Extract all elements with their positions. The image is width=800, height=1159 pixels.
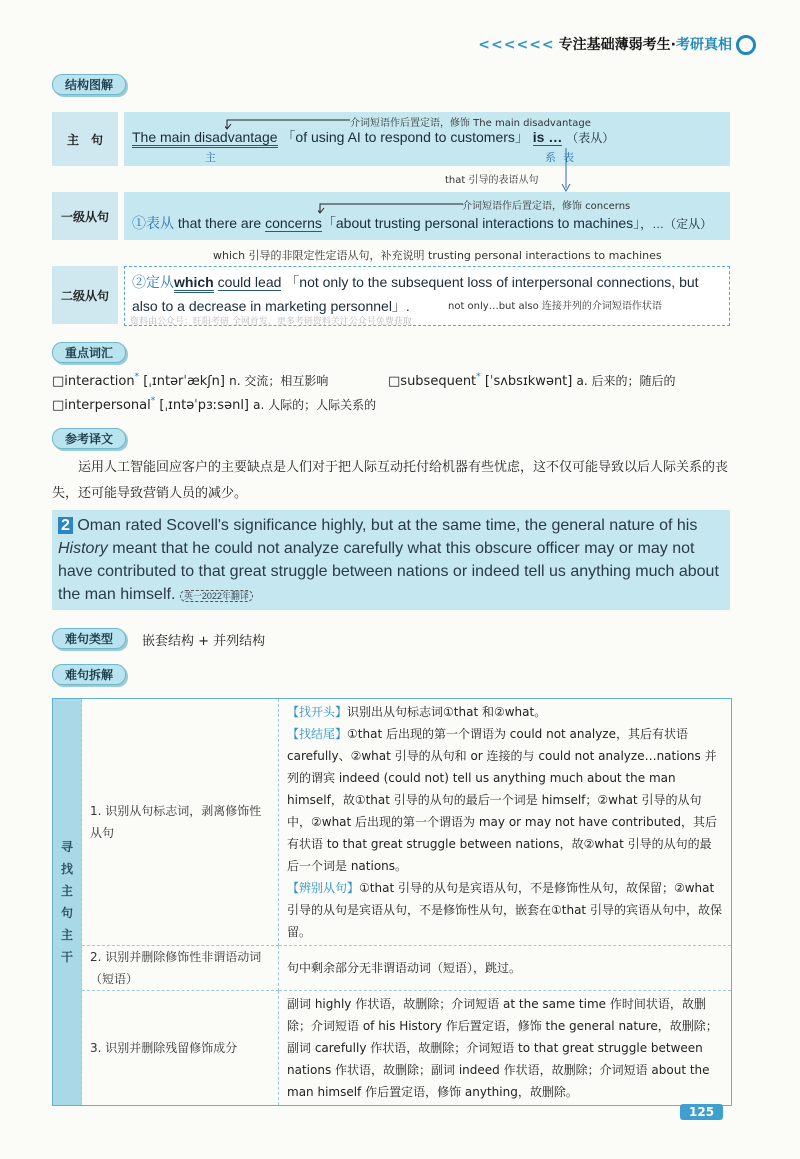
sentence-number: 2 [58,517,73,534]
structure-tag: 结构图解 [52,74,126,95]
keyword: 【找开头】 [287,705,348,719]
vocab-item [52,396,376,413]
source-badge: 英一2022年翻译 [180,590,253,602]
sentence-part2: meant that he could not analyze carefully what this obscure officer may or may not have contributed to that great struggle between nations or indeed tell us anything much about the man himself. [58,540,719,603]
level1-top-note: 介词短语作后置定语，修饰 concerns [462,201,631,212]
side-label-text: 寻找主句主干 [60,840,73,964]
checkbox-icon: □ [52,374,65,389]
step-1: 1. 识别从句标志词，剥离修饰性从句 [82,699,279,946]
keyword: 【辨别从句】 [287,881,360,895]
page-header [478,34,756,55]
level1-label: 一级从句 [52,192,118,240]
table-row [53,946,732,991]
main-clause-bottom-note: that 引导的表语从句 [445,175,539,186]
step-3: 3. 识别并删除残留修饰成分 [82,991,279,1106]
vocab-def: a. 后来的；随后的 [576,374,676,388]
vocab-ipa: [ˈsʌbsɪkwənt] [484,374,573,389]
star-icon: * [134,372,140,382]
step-1-detail [279,699,732,946]
keyword: 【找结尾】 [287,727,348,741]
sentence-2 [52,510,730,610]
mark-subject: 主 [205,151,216,164]
detail-text: ①that 引导的从句是宾语从句，不是修饰性从句，故保留；②what 引导的从句是宾语从句，不是修饰性从句，嵌套在①that 引导的宾语从句中，故保留。 [287,881,722,939]
vocab-ipa: [ˌɪntəˈpɜːsənl] [159,398,249,413]
vocab-word: subsequent [400,374,477,389]
main-phrase: 「of using AI to respond to customers」 [281,129,529,145]
page-number: 125 [680,1104,723,1120]
difficulty-tag: 难句类型 [52,628,126,649]
level2-tag: ②定从 [132,274,174,290]
vocab-def: a. 人际的；人际关系的 [253,398,377,412]
translation-text: 运用人工智能回应客户的主要缺点是人们对于把人际互动托付给机器有些忧虑，这不仅可能导致以后人际关系的丧失，还可能导致营销人员的减少。 [52,460,729,501]
main-clause-label: 主 句 [52,112,118,166]
arrow-down-icon [560,148,572,193]
level2-could-lead: could lead [217,274,282,290]
level2-note: not only…but also 连接并列的介词短语作状语 [448,301,662,312]
vocab-ipa: [ˌɪntərˈækʃn] [143,374,225,389]
side-label [53,699,82,1106]
level1-text: that there are [177,215,262,231]
detail-text: ①that 后出现的第一个谓语为 could not analyze，其后有状语 carefully、②what 引导的从句和 or 连接的与 could not analyze…nations 并列的谓宾 indeed (could not) tell us anything much about the man himself，故①that 引导的从句的最后一个词是 himself；②what 引导的从句中，②what 后出现的第一个谓语为 may or may not have contributed，其后有状语 to that great struggle between nations，故②what 引导的从句的最后一个词是 nations。 [287,727,718,873]
level2-text2: also to a decrease in marketing personnel」. [132,298,410,314]
header-dot: · [670,37,676,53]
header-text: 专注基础薄弱考生 [558,37,671,53]
checkbox-icon: □ [52,398,65,413]
level1-tail: ，…（定从） [640,217,713,231]
level1-concerns: concerns [265,215,322,231]
translation-tag: 参考译文 [52,428,126,449]
sentence-part1: Oman rated Scovell's significance highly, but at the same time, the general nature of his [77,517,698,534]
watermark: 资料由公众号：旺阳考研 全网首发，更多考研资料关注公众号免费获取 [130,317,412,327]
table-row [53,699,732,946]
vocab-tag: 重点词汇 [52,342,126,363]
table-row [53,991,732,1106]
level1-sentence [132,213,712,233]
level2-which: which [174,274,214,293]
search-icon [736,35,756,55]
subject: The main disadvantage [132,129,278,148]
step-2-detail: 句中剩余部分无非谓语动词（短语），跳过。 [279,946,732,991]
header-accent: 考研真相 [676,37,732,53]
step-3-detail: 副词 highly 作状语，故删除；介词短语 at the same time 作时间状语，故删除；介词短语 of his History 作后置定语，修饰 the general nature，故删除；副词 carefully 作状语，故删除；介词短语 to that great struggle between nations 作状语，故删除；副词 indeed 作状语，故删除；介词短语 about the man himself 作后置定语，修饰 anything，故删除。 [279,991,732,1106]
chevrons-icon: <<<<<< [478,37,555,53]
main-verb: is … [532,129,563,145]
star-icon: * [150,396,156,406]
level2-label: 二级从句 [52,266,118,324]
vocab-item [388,372,675,389]
step-2: 2. 识别并删除修饰性非谓语动词（短语） [82,946,279,991]
vocab-item [52,372,328,389]
breakdown-table [52,698,732,1106]
sentence-history: History [58,540,108,557]
level1-tag: ①表从 [132,215,174,231]
mark-verb: 系 [545,151,556,164]
vocab-word: interpersonal [64,398,151,413]
level2-line1 [132,272,699,292]
main-clause-sentence [132,127,614,147]
detail-text: 识别出从句标志词①that 和②what。 [347,705,547,719]
main-clause-top-note: 介词短语作后置定语，修饰 The main disadvantage [350,118,591,129]
breakdown-tag: 难句拆解 [52,664,126,685]
difficulty-type: 嵌套结构 + 并列结构 [142,634,266,649]
level2-text1: 「not only to the subsequent loss of interpersonal connections, but [285,274,699,290]
level1-bottom-note: which 引导的非限定性定语从句，补充说明 trusting personal interactions to machines [213,249,662,262]
level1-phrase: 「about trusting personal interactions to machines」 [321,215,641,231]
star-icon: * [476,372,481,382]
bracket-arrow-2 [318,200,468,214]
main-tail: （表从） [566,131,615,145]
checkbox-icon: □ [388,374,401,389]
mark-pred: 表 [563,151,574,164]
vocab-word: interaction [64,374,135,389]
vocab-def: n. 交流；相互影响 [229,374,329,388]
